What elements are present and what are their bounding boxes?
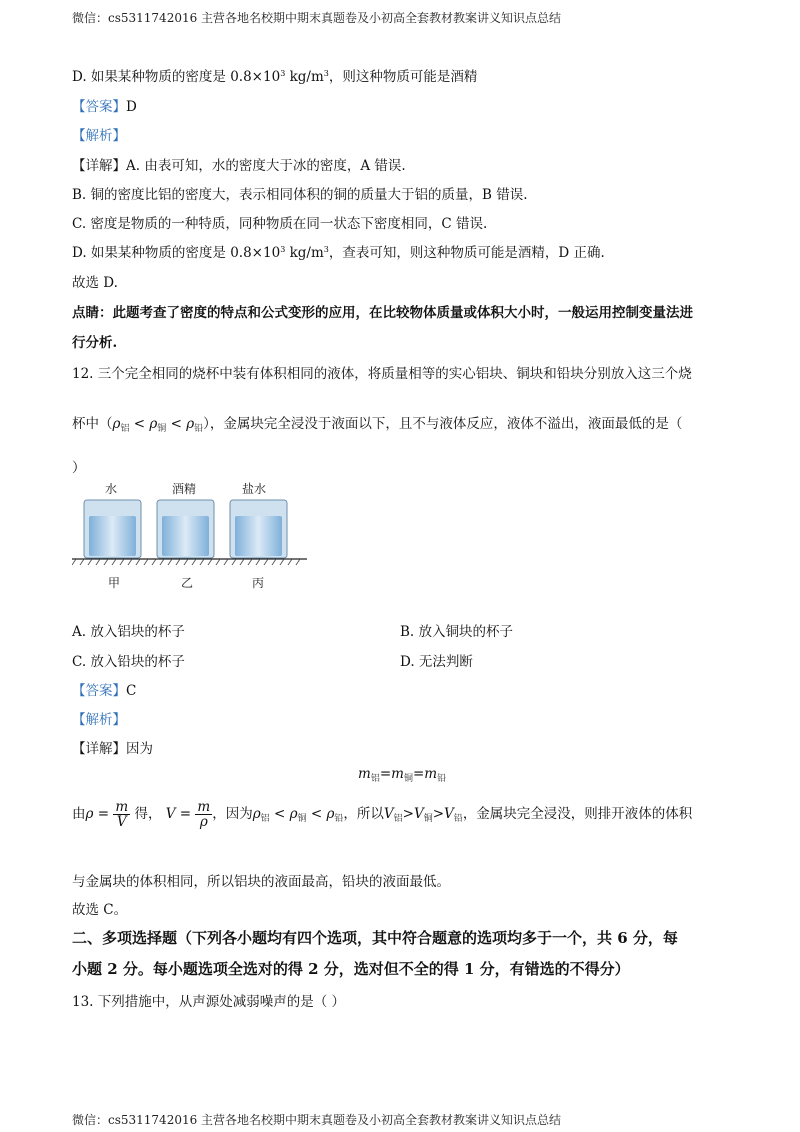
q11-option-d: D. 如果某种物质的密度是 $0.8\times 10^3$ $kg/m^3$，则这种物质可能是酒精 [72,69,478,85]
q12-option-d: D. 无法判断 [400,654,473,670]
q11-comment-line1: 点睛：此题考查了密度的特点和公式变形的应用，在比较物体质量或体积大小时，一般运用控制变量法进 [72,305,693,321]
beaker-bing [230,500,287,558]
q12-option-c: C. 放入铅块的杯子 [72,654,185,670]
beaker-label-saltwater: 盐水 [242,482,267,496]
beaker-label-alcohol: 酒精 [172,482,197,496]
q11-detail-b: B. 铜的密度比铝的密度大，表示相同体积的铜的质量大于铝的质量，B 错误. [72,187,528,203]
beaker-yi [157,500,214,558]
beaker-bottom-bing: 丙 [252,576,265,590]
section2-heading-line2: 小题 2 分。每小题选项全选对的得 2 分，选对但不全的得 1 分，有错选的不得分） [72,960,630,978]
beaker-bottom-yi: 乙 [181,576,194,590]
beaker-label-water: 水 [105,482,118,496]
page-header: 微信：cs5311742016 主营各地名校期中期末真题卷及小初高全套教材教案讲义知识点总结 [72,11,562,25]
q11-analysis-tag: 【解析】 [72,128,126,144]
q12-derivation: 由ρ = $\frac{m}{V}$ 得， V = $\frac{m}{\rho}$ ，因为$\rho_铝 < \rho_铜 < \rho_铅$，所以$V_铝>V_铜>V_铅$，金属块完全浸没，则排开液体的体积 [72,799,693,830]
beaker-bottom-jia: 甲 [108,576,121,590]
page-footer: 微信：cs5311742016 主营各地名校期中期末真题卷及小初高全套教材教案讲义知识点总结 [72,1113,562,1127]
q11-detail-d: D. 如果某种物质的密度是 $0.8\times 10^3$ $kg/m^3$，查表可知，则这种物质可能是酒精，D 正确. [72,245,605,261]
beaker-jia [84,500,141,558]
beaker-figure [72,478,312,593]
q12-option-b: B. 放入铜块的杯子 [400,624,514,640]
q12-detail-intro: 【详解】因为 [72,741,153,757]
q11-detail-c: C. 密度是物质的一种特质，同种物质在同一状态下密度相同，C 错误. [72,216,488,232]
q12-stem-line3: ） [72,460,86,476]
q12-stem-line2: 杯中$(\rho_铝 < \rho_铜 < \rho_铅)$，金属块完全浸没于液面以下，且不与液体反应，液体不溢出，液面最低的是（ [72,416,683,434]
q12-analysis-tag: 【解析】 [72,712,126,728]
q12-explanation-last: 与金属块的体积相同，所以铝块的液面最高，铅块的液面最低。 [72,874,450,890]
section2-heading-line1: 二、多项选择题（下列各小题均有四个选项，其中符合题意的选项均多于一个，共 6 分，每 [72,929,678,947]
q11-answer: 【答案】D [72,99,137,115]
q12-answer: 【答案】C [72,683,137,699]
q13-stem: 13. 下列措施中，从声源处减弱噪声的是（ ） [72,994,346,1010]
q12-mass-equation: $m_铝=m_铜=m_铅$ [358,766,447,784]
q12-conclusion: 故选 C。 [72,902,128,918]
q11-conclusion: 故选 D. [72,275,118,291]
q12-stem-line1: 12. 三个完全相同的烧杯中装有体积相同的液体，将质量相等的实心铝块、铜块和铅块分别放入这三个烧 [72,366,692,382]
q12-option-a: A. 放入铝块的杯子 [72,624,185,640]
q11-comment-line2: 行分析. [72,335,118,351]
q11-detail-a: 【详解】A. 由表可知，水的密度大于冰的密度，A 错误. [72,158,406,174]
